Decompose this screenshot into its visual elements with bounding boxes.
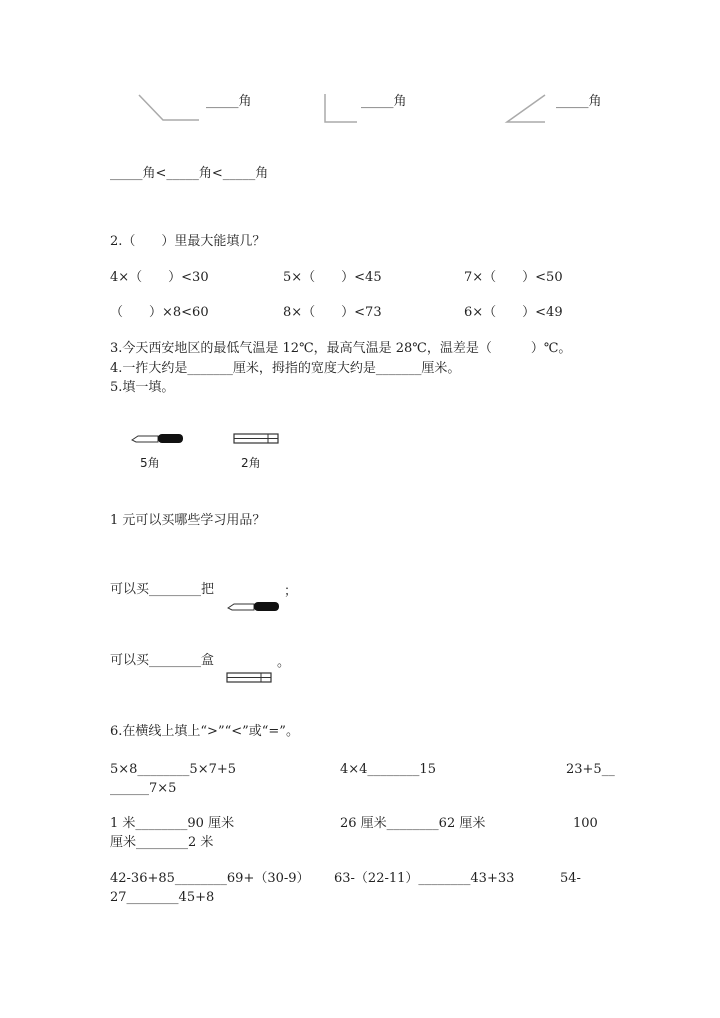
angle-order-line: _____角<_____角<_____角	[110, 166, 269, 181]
q6-item: 4×4________15	[340, 762, 436, 777]
q6-item: 26 厘米________62 厘米	[340, 816, 486, 831]
q5-title: 5.填一填。	[110, 380, 175, 395]
obtuse-angle-figure	[136, 92, 202, 124]
q6-item: 100	[573, 816, 598, 831]
q5-answer-1-suffix: ；	[284, 584, 298, 599]
q5-answer-1: 可以买________把	[110, 582, 215, 597]
q6-item: 54-	[560, 871, 581, 886]
acute-angle-figure	[503, 92, 549, 126]
q5-question: 1 元可以买哪些学习用品？	[110, 513, 266, 528]
eraser-box-icon	[225, 671, 275, 685]
q6-item-continued: 厘米________2 米	[110, 835, 214, 850]
q2-item: 6×（ ）<49	[464, 305, 563, 320]
q6-item: 42-36+85________69+（30-9）	[110, 871, 310, 886]
q5-answer-2: 可以买________盒	[110, 653, 215, 668]
angle-3-blank: _____角	[556, 94, 602, 109]
q6-item: 63-（22-11）________43+33	[334, 871, 515, 886]
q2-item: 7×（ ）<50	[464, 270, 563, 285]
q4-text: 4.一拃大约是_______厘米，拇指的宽度大约是_______厘米。	[110, 361, 461, 376]
angle-1-blank: _____角	[206, 94, 252, 109]
eraser-box-icon	[232, 432, 282, 446]
q2-item: 5×（ ）<45	[283, 270, 382, 285]
eraser-price: 2角	[241, 456, 261, 470]
q6-item-continued: 27________45+8	[110, 890, 215, 905]
q3-text: 3.今天西安地区的最低气温是 12℃，最高气温是 28℃，温差是（ ）℃。	[110, 341, 572, 356]
q5-answer-2-suffix: 。	[277, 655, 291, 670]
q6-item-continued: ______7×5	[110, 781, 177, 796]
q2-item: 4×（ ）<30	[110, 270, 209, 285]
q6-item: 23+5__	[566, 762, 615, 777]
q2-item: （ ）×8<60	[110, 305, 209, 320]
q2-title: 2.（ ）里最大能填几？	[110, 234, 266, 249]
knife-icon	[226, 600, 282, 614]
q2-item: 8×（ ）<73	[283, 305, 382, 320]
knife-price: 5角	[140, 456, 160, 470]
angle-2-blank: _____角	[361, 94, 407, 109]
knife-icon	[130, 432, 186, 446]
q6-title: 6.在横线上填上“>”“<”或“=”。	[110, 724, 299, 739]
right-angle-figure	[321, 92, 361, 126]
q6-item: 5×8________5×7+5	[110, 762, 237, 777]
q6-item: 1 米________90 厘米	[110, 816, 235, 831]
